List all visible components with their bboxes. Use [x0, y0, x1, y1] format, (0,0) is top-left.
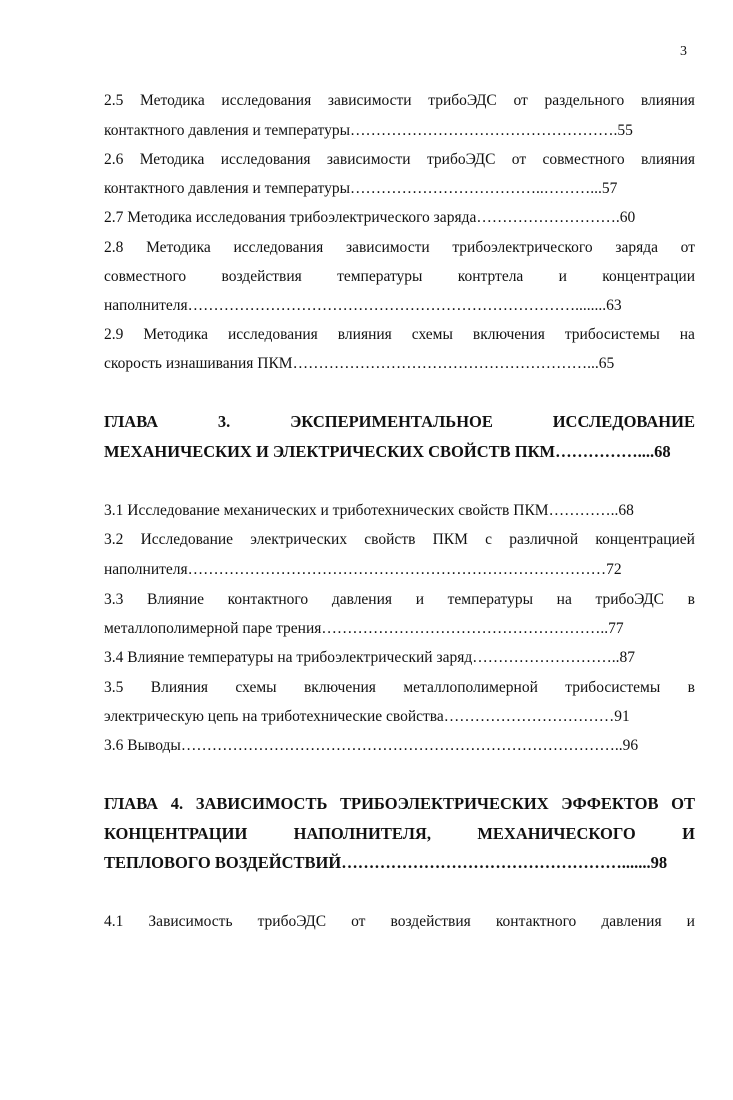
- word: 2.9: [104, 326, 124, 343]
- word: трибоЭДС: [595, 591, 664, 608]
- chapter-heading: [104, 794, 695, 814]
- word: совместного: [104, 268, 187, 285]
- word: 3.5: [104, 679, 124, 696]
- toc-line: [104, 590, 695, 610]
- word: 4.1: [104, 913, 124, 930]
- word: 2.6: [104, 151, 124, 168]
- word: 4.: [170, 794, 184, 813]
- word: трибосистемы: [565, 679, 661, 696]
- word: МЕХАНИЧЕСКОГО: [477, 824, 636, 843]
- word: влияния: [641, 151, 695, 168]
- word: на: [679, 326, 695, 343]
- toc-line: [104, 267, 695, 287]
- word: ГЛАВА: [104, 794, 159, 813]
- word: ТРИБОЭЛЕКТРИЧЕСКИХ: [340, 794, 549, 813]
- word: схемы: [411, 326, 453, 343]
- word: НАПОЛНИТЕЛЯ,: [293, 824, 431, 843]
- toc-line: [104, 912, 695, 932]
- word: Методика: [146, 239, 211, 256]
- word: Методика: [140, 92, 205, 109]
- page-number: 3: [680, 44, 687, 59]
- word: Методика: [139, 151, 205, 168]
- word: 2.8: [104, 239, 124, 256]
- word: воздействия: [390, 913, 471, 930]
- word: металлополимерной: [403, 679, 538, 696]
- word: в: [687, 679, 695, 696]
- word: ЗАВИСИМОСТЬ: [195, 794, 328, 813]
- word: совместного: [542, 151, 625, 168]
- toc-line: [104, 238, 695, 258]
- word: воздействия: [221, 268, 302, 285]
- word: Методика: [143, 326, 209, 343]
- word: влияния: [640, 92, 695, 109]
- word: электрических: [250, 531, 348, 548]
- word: Влияния: [150, 679, 208, 696]
- word: исследования: [221, 92, 312, 109]
- word: на: [556, 591, 572, 608]
- chapter-heading: [104, 412, 695, 432]
- word: исследования: [233, 239, 324, 256]
- toc-line: контактного давления и температуры………………………………..………...57: [104, 180, 618, 197]
- word: температуры: [447, 591, 533, 608]
- word: в: [687, 591, 695, 608]
- word: трибоЭДС: [428, 92, 497, 109]
- word: концентрации: [602, 268, 695, 285]
- word: Зависимость: [148, 913, 233, 930]
- word: от: [511, 151, 527, 168]
- toc-line: 3.1 Исследование механических и триботехнических свойств ПКМ…………..68: [104, 502, 634, 519]
- word: раздельного: [544, 92, 625, 109]
- word: давления: [601, 913, 662, 930]
- word: трибоэлектрического: [452, 239, 593, 256]
- word: и: [558, 268, 567, 285]
- word: схемы: [235, 679, 277, 696]
- toc-line: [104, 91, 695, 111]
- toc-line: 3.4 Влияние температуры на трибоэлектрический заряд………………………..87: [104, 649, 635, 666]
- word: ИССЛЕДОВАНИЕ: [552, 412, 695, 431]
- toc-line: [104, 150, 695, 170]
- chapter-heading: [104, 824, 695, 844]
- word: включения: [472, 326, 545, 343]
- toc-line: наполнителя………………………………………………………………………72: [104, 561, 622, 578]
- toc-line: контактного давления и температуры…………………………………………….55: [104, 122, 633, 139]
- word: трибоЭДС: [257, 913, 327, 930]
- toc-line: [104, 530, 695, 550]
- word: давления: [331, 591, 393, 608]
- toc-line: металлополимерной паре трения………………………………………………..77: [104, 620, 624, 637]
- toc-line: наполнителя…………………………………………………………………........63: [104, 297, 622, 314]
- toc-line: скорость изнашивания ПКМ…………………………………………………...65: [104, 355, 615, 372]
- word: и: [686, 913, 695, 930]
- word: Исследование: [140, 531, 234, 548]
- word: ГЛАВА: [104, 412, 159, 431]
- word: контактного: [495, 913, 577, 930]
- word: ОТ: [671, 794, 695, 813]
- word: зависимости: [327, 92, 412, 109]
- word: температуры: [337, 268, 423, 285]
- word: заряда: [615, 239, 658, 256]
- word: зависимости: [326, 151, 411, 168]
- word: от: [680, 239, 695, 256]
- word: контактного: [227, 591, 309, 608]
- chapter-heading: ТЕПЛОВОГО ВОЗДЕЙСТВИЙ…………………………………………….......98: [104, 853, 668, 872]
- word: включения: [303, 679, 376, 696]
- word: контртела: [457, 268, 524, 285]
- word: различной: [509, 531, 579, 548]
- word: от: [351, 913, 366, 930]
- word: КОНЦЕНТРАЦИИ: [104, 824, 248, 843]
- word: и: [415, 591, 424, 608]
- word: исследования: [228, 326, 318, 343]
- toc-line: 3.6 Выводы…………………………………………………………………………..96: [104, 737, 639, 754]
- word: трибосистемы: [564, 326, 660, 343]
- chapter-heading: МЕХАНИЧЕСКИХ И ЭЛЕКТРИЧЕСКИХ СВОЙСТВ ПКМ……………....68: [104, 442, 671, 461]
- word: свойств: [364, 531, 416, 548]
- word: зависимости: [345, 239, 430, 256]
- word: концентрацией: [595, 531, 695, 548]
- toc-line: [104, 678, 695, 698]
- word: с: [485, 531, 493, 548]
- word: 3.3: [104, 591, 124, 608]
- toc-line: 2.7 Методика исследования трибоэлектрического заряда……………………….60: [104, 209, 636, 226]
- word: ПКМ: [432, 531, 468, 548]
- word: 2.5: [104, 92, 124, 109]
- toc-line: электрическую цепь на триботехнические свойства……………………………91: [104, 708, 630, 725]
- word: 3.2: [104, 531, 124, 548]
- word: от: [513, 92, 528, 109]
- word: исследования: [220, 151, 311, 168]
- word: 3.: [217, 412, 231, 431]
- word: влияния: [337, 326, 392, 343]
- toc-line: [104, 325, 695, 345]
- word: Влияние: [147, 591, 204, 608]
- word: трибоЭДС: [426, 151, 496, 168]
- word: ЭФФЕКТОВ: [561, 794, 659, 813]
- word: И: [682, 824, 695, 843]
- word: ЭКСПЕРИМЕНТАЛЬНОЕ: [290, 412, 493, 431]
